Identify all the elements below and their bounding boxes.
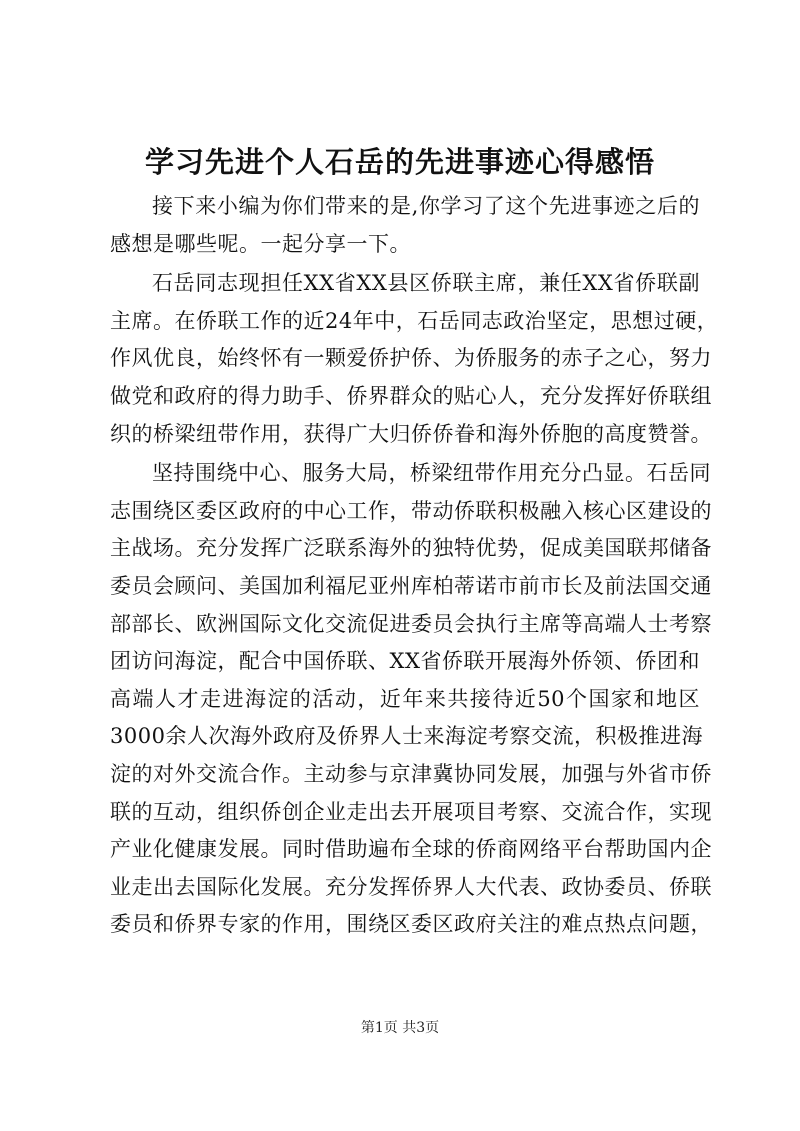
- paragraph: [110, 455, 712, 944]
- text-line: 感想是哪些呢。一起分享一下。: [110, 231, 411, 256]
- text-line: 主席。在侨联工作的近24年中，石岳同志政治坚定，思想过硬，: [110, 308, 719, 333]
- paragraph: [110, 188, 700, 263]
- text-line: 作风优良，始终怀有一颗爱侨护侨、为侨服务的赤子之心，努力: [110, 346, 712, 371]
- text-line: 志围绕区委区政府的中心工作，带动侨联积极融入核心区建设的: [110, 498, 712, 523]
- text-line: 织的桥梁纽带作用，获得广大归侨侨眷和海外侨胞的高度赞誉。: [110, 421, 712, 446]
- text-line: 3000余人次海外政府及侨界人士来海淀考察交流，积极推进海: [110, 724, 703, 749]
- text-line: 淀的对外交流合作。主动参与京津冀协同发展，加强与外省市侨: [110, 761, 712, 786]
- text-line: 联的互动，组织侨创企业走出去开展项目考察、交流合作，实现: [110, 799, 712, 824]
- text-line: 委员会顾问、美国加利福尼亚州库柏蒂诺市前市长及前法国交通: [110, 573, 712, 598]
- text-line: 部部长、欧洲国际文化交流促进委员会执行主席等高端人士考察: [110, 611, 712, 636]
- text-line: 主战场。充分发挥广泛联系海外的独特优势，促成美国联邦储备: [110, 536, 712, 561]
- paragraph: [110, 265, 719, 453]
- text-line: 业走出去国际化发展。充分发挥侨界人大代表、政协委员、侨联: [110, 874, 712, 899]
- text-line: 接下来小编为你们带来的是,你学习了这个先进事迹之后的: [152, 194, 700, 218]
- text-line: 高端人才走进海淀的活动，近年来共接待近50个国家和地区: [110, 686, 700, 711]
- document-title: 学习先进个人石岳的先进事迹心得感悟: [144, 145, 655, 179]
- text-line: 产业化健康发展。同时借助遍布全球的侨商网络平台帮助国内企: [110, 837, 712, 862]
- text-line: 坚持围绕中心、服务大局，桥梁纽带作用充分凸显。石岳同: [152, 461, 711, 486]
- text-line: 石岳同志现担任XX省XX县区侨联主席，兼任XX省侨联副: [152, 271, 700, 296]
- document-body: [110, 188, 719, 944]
- text-line: 团访问海淀，配合中国侨联、XX省侨联开展海外侨领、侨团和: [110, 649, 700, 674]
- page-footer: 第1页 共3页: [360, 1020, 440, 1036]
- text-line: 做党和政府的得力助手、侨界群众的贴心人，充分发挥好侨联组: [110, 383, 712, 408]
- text-line: 委员和侨界专家的作用，围绕区委区政府关注的难点热点问题，: [110, 912, 712, 937]
